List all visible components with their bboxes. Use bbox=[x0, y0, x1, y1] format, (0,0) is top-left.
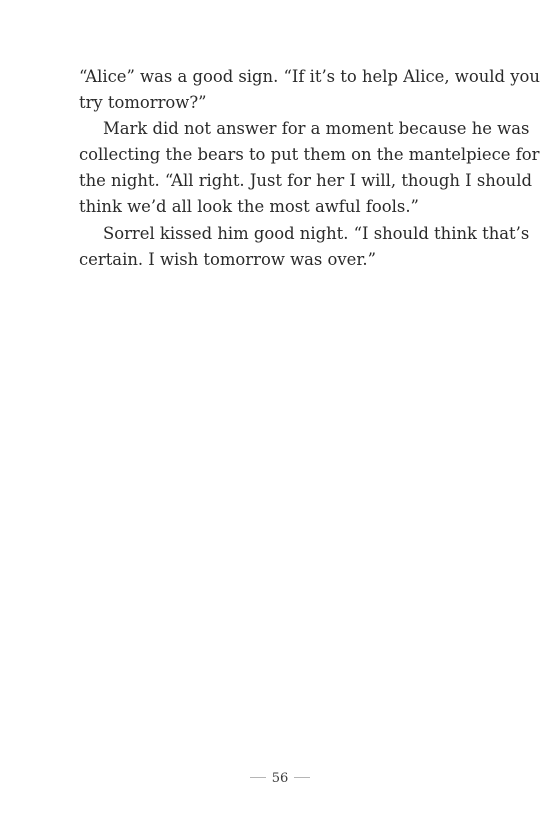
text-line: “Alice” was a good sign. “If it’s to help Alice, would you bbox=[79, 67, 540, 86]
body-text bbox=[79, 64, 540, 273]
folio-right-rule bbox=[294, 777, 310, 778]
paragraph-1 bbox=[79, 64, 540, 116]
page-number-footer bbox=[0, 771, 560, 786]
text-line: Mark did not answer for a moment because he was bbox=[103, 119, 530, 139]
text-line: try tomorrow?” bbox=[79, 93, 207, 113]
text-line: collecting the bears to put them on the mantelpiece for bbox=[79, 145, 540, 165]
folio-left-rule bbox=[250, 777, 266, 778]
paragraph-3 bbox=[79, 221, 530, 273]
text-line: think we’d all look the most awful fools.” bbox=[79, 197, 419, 217]
text-line: the night. “All right. Just for her I will, though I should bbox=[79, 171, 532, 191]
text-line: Sorrel kissed him good night. “I should think that’s bbox=[103, 223, 530, 243]
text-line: certain. I wish tomorrow was over.” bbox=[79, 249, 376, 269]
paragraph-2 bbox=[79, 116, 540, 220]
page-number: 56 bbox=[271, 771, 289, 786]
